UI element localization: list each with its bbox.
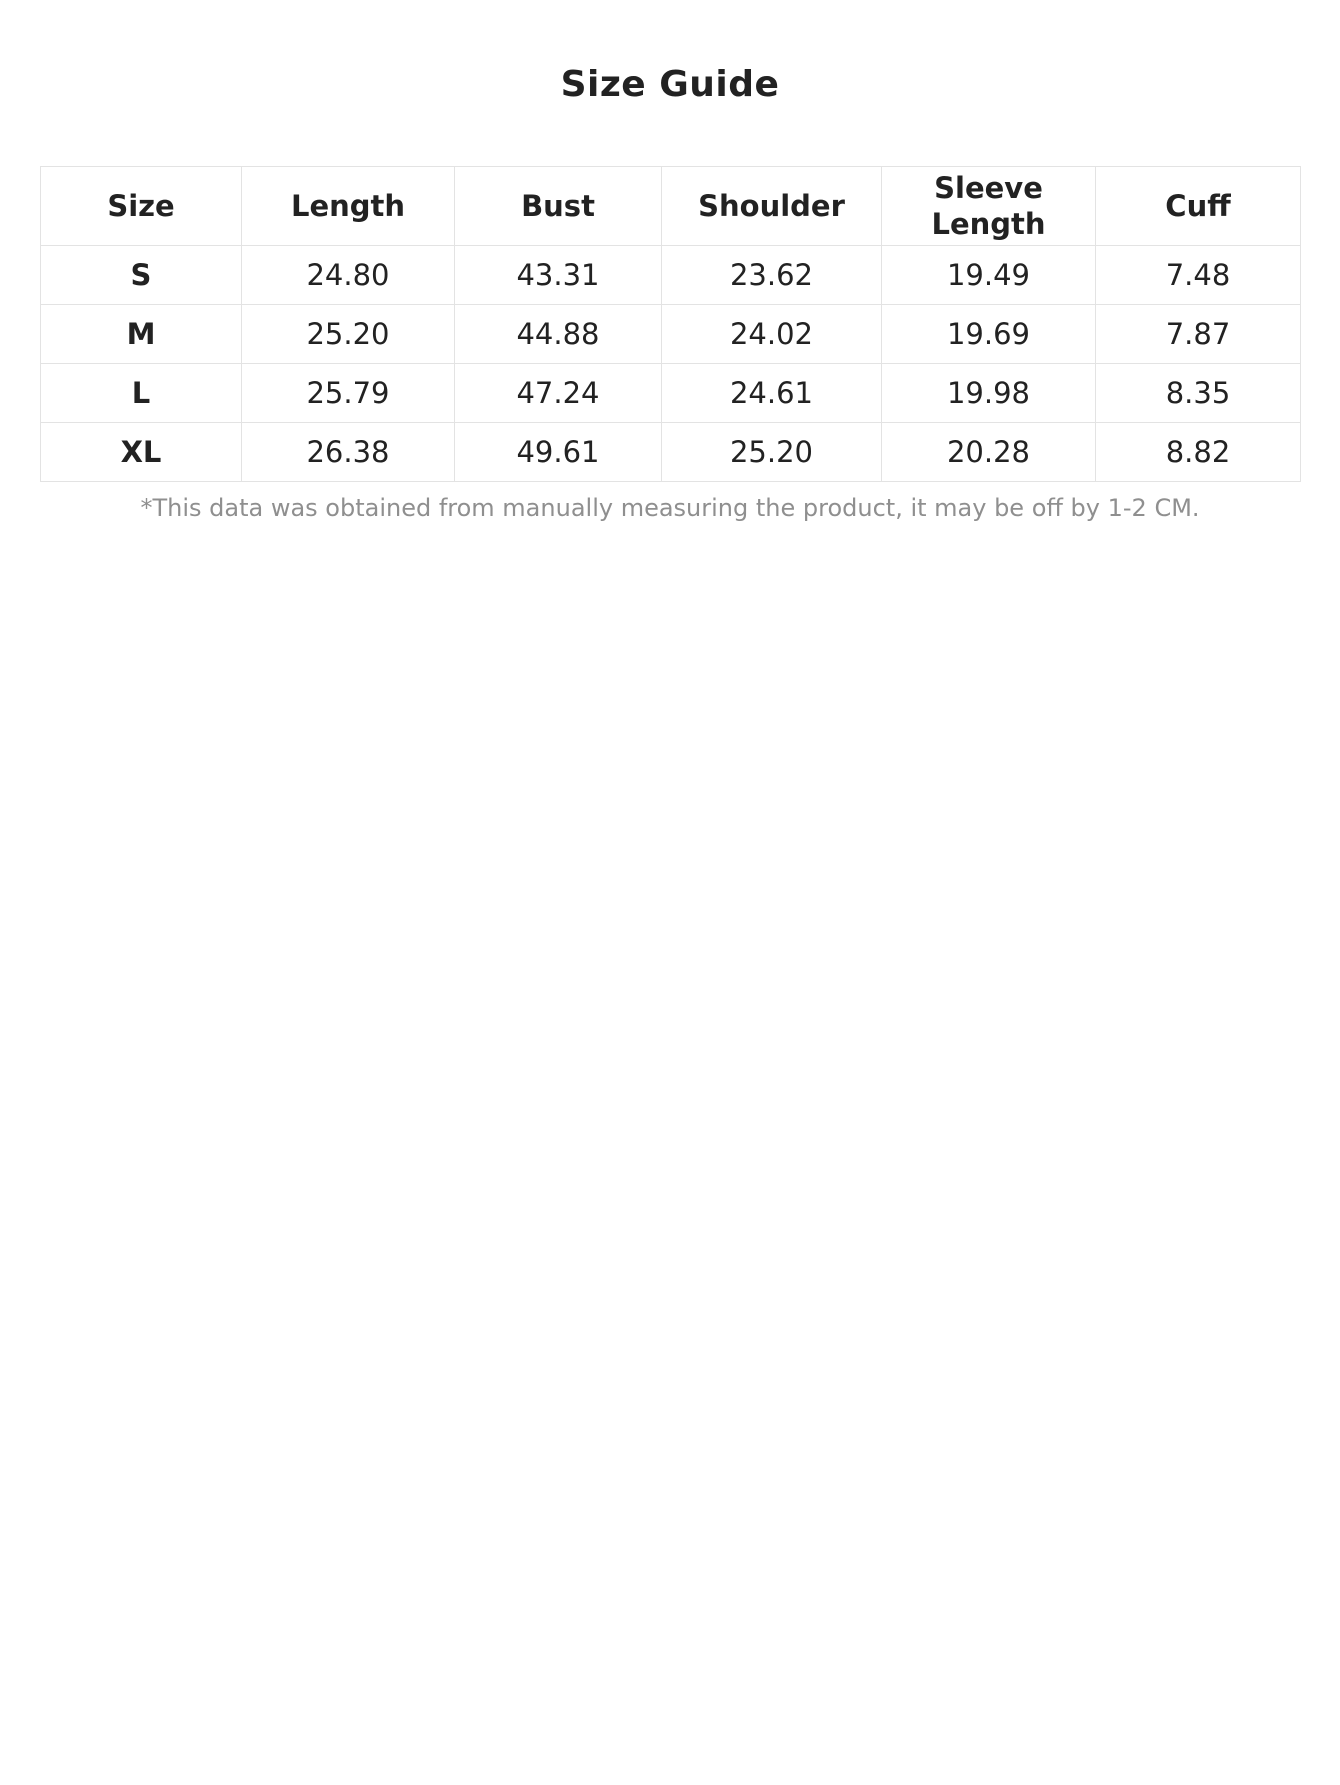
table-cell-shoulder: 23.62 xyxy=(662,246,882,305)
table-cell-length: 25.20 xyxy=(242,305,455,364)
table-cell-bust: 47.24 xyxy=(455,364,662,423)
column-header-length: Length xyxy=(242,167,455,246)
table-cell-sleeve-length: 19.49 xyxy=(882,246,1096,305)
table-cell-bust: 44.88 xyxy=(455,305,662,364)
column-header-sleeve-length: Sleeve Length xyxy=(882,167,1096,246)
column-header-shoulder: Shoulder xyxy=(662,167,882,246)
table-header-row xyxy=(41,167,1301,246)
table-cell-sleeve-length: 20.28 xyxy=(882,423,1096,482)
table-cell-size: M xyxy=(41,305,242,364)
table-cell-length: 24.80 xyxy=(242,246,455,305)
table-cell-shoulder: 24.61 xyxy=(662,364,882,423)
table-cell-shoulder: 25.20 xyxy=(662,423,882,482)
table-cell-shoulder: 24.02 xyxy=(662,305,882,364)
table-cell-size: XL xyxy=(41,423,242,482)
table-cell-size: L xyxy=(41,364,242,423)
table-cell-bust: 49.61 xyxy=(455,423,662,482)
table-cell-length: 25.79 xyxy=(242,364,455,423)
column-header-size: Size xyxy=(41,167,242,246)
table-cell-bust: 43.31 xyxy=(455,246,662,305)
table-row xyxy=(41,364,1301,423)
table-cell-cuff: 8.35 xyxy=(1096,364,1301,423)
table-row xyxy=(41,423,1301,482)
table-cell-cuff: 7.87 xyxy=(1096,305,1301,364)
column-header-bust: Bust xyxy=(455,167,662,246)
table-cell-sleeve-length: 19.69 xyxy=(882,305,1096,364)
column-header-cuff: Cuff xyxy=(1096,167,1301,246)
table-row xyxy=(41,246,1301,305)
page-title: Size Guide xyxy=(560,64,780,105)
table-row xyxy=(41,305,1301,364)
table-cell-sleeve-length: 19.98 xyxy=(882,364,1096,423)
table-cell-length: 26.38 xyxy=(242,423,455,482)
table-cell-size: S xyxy=(41,246,242,305)
table-cell-cuff: 7.48 xyxy=(1096,246,1301,305)
table-cell-cuff: 8.82 xyxy=(1096,423,1301,482)
size-table xyxy=(40,166,1301,482)
measurement-note: *This data was obtained from manually measuring the product, it may be off by 1-2 CM. xyxy=(140,494,1200,522)
